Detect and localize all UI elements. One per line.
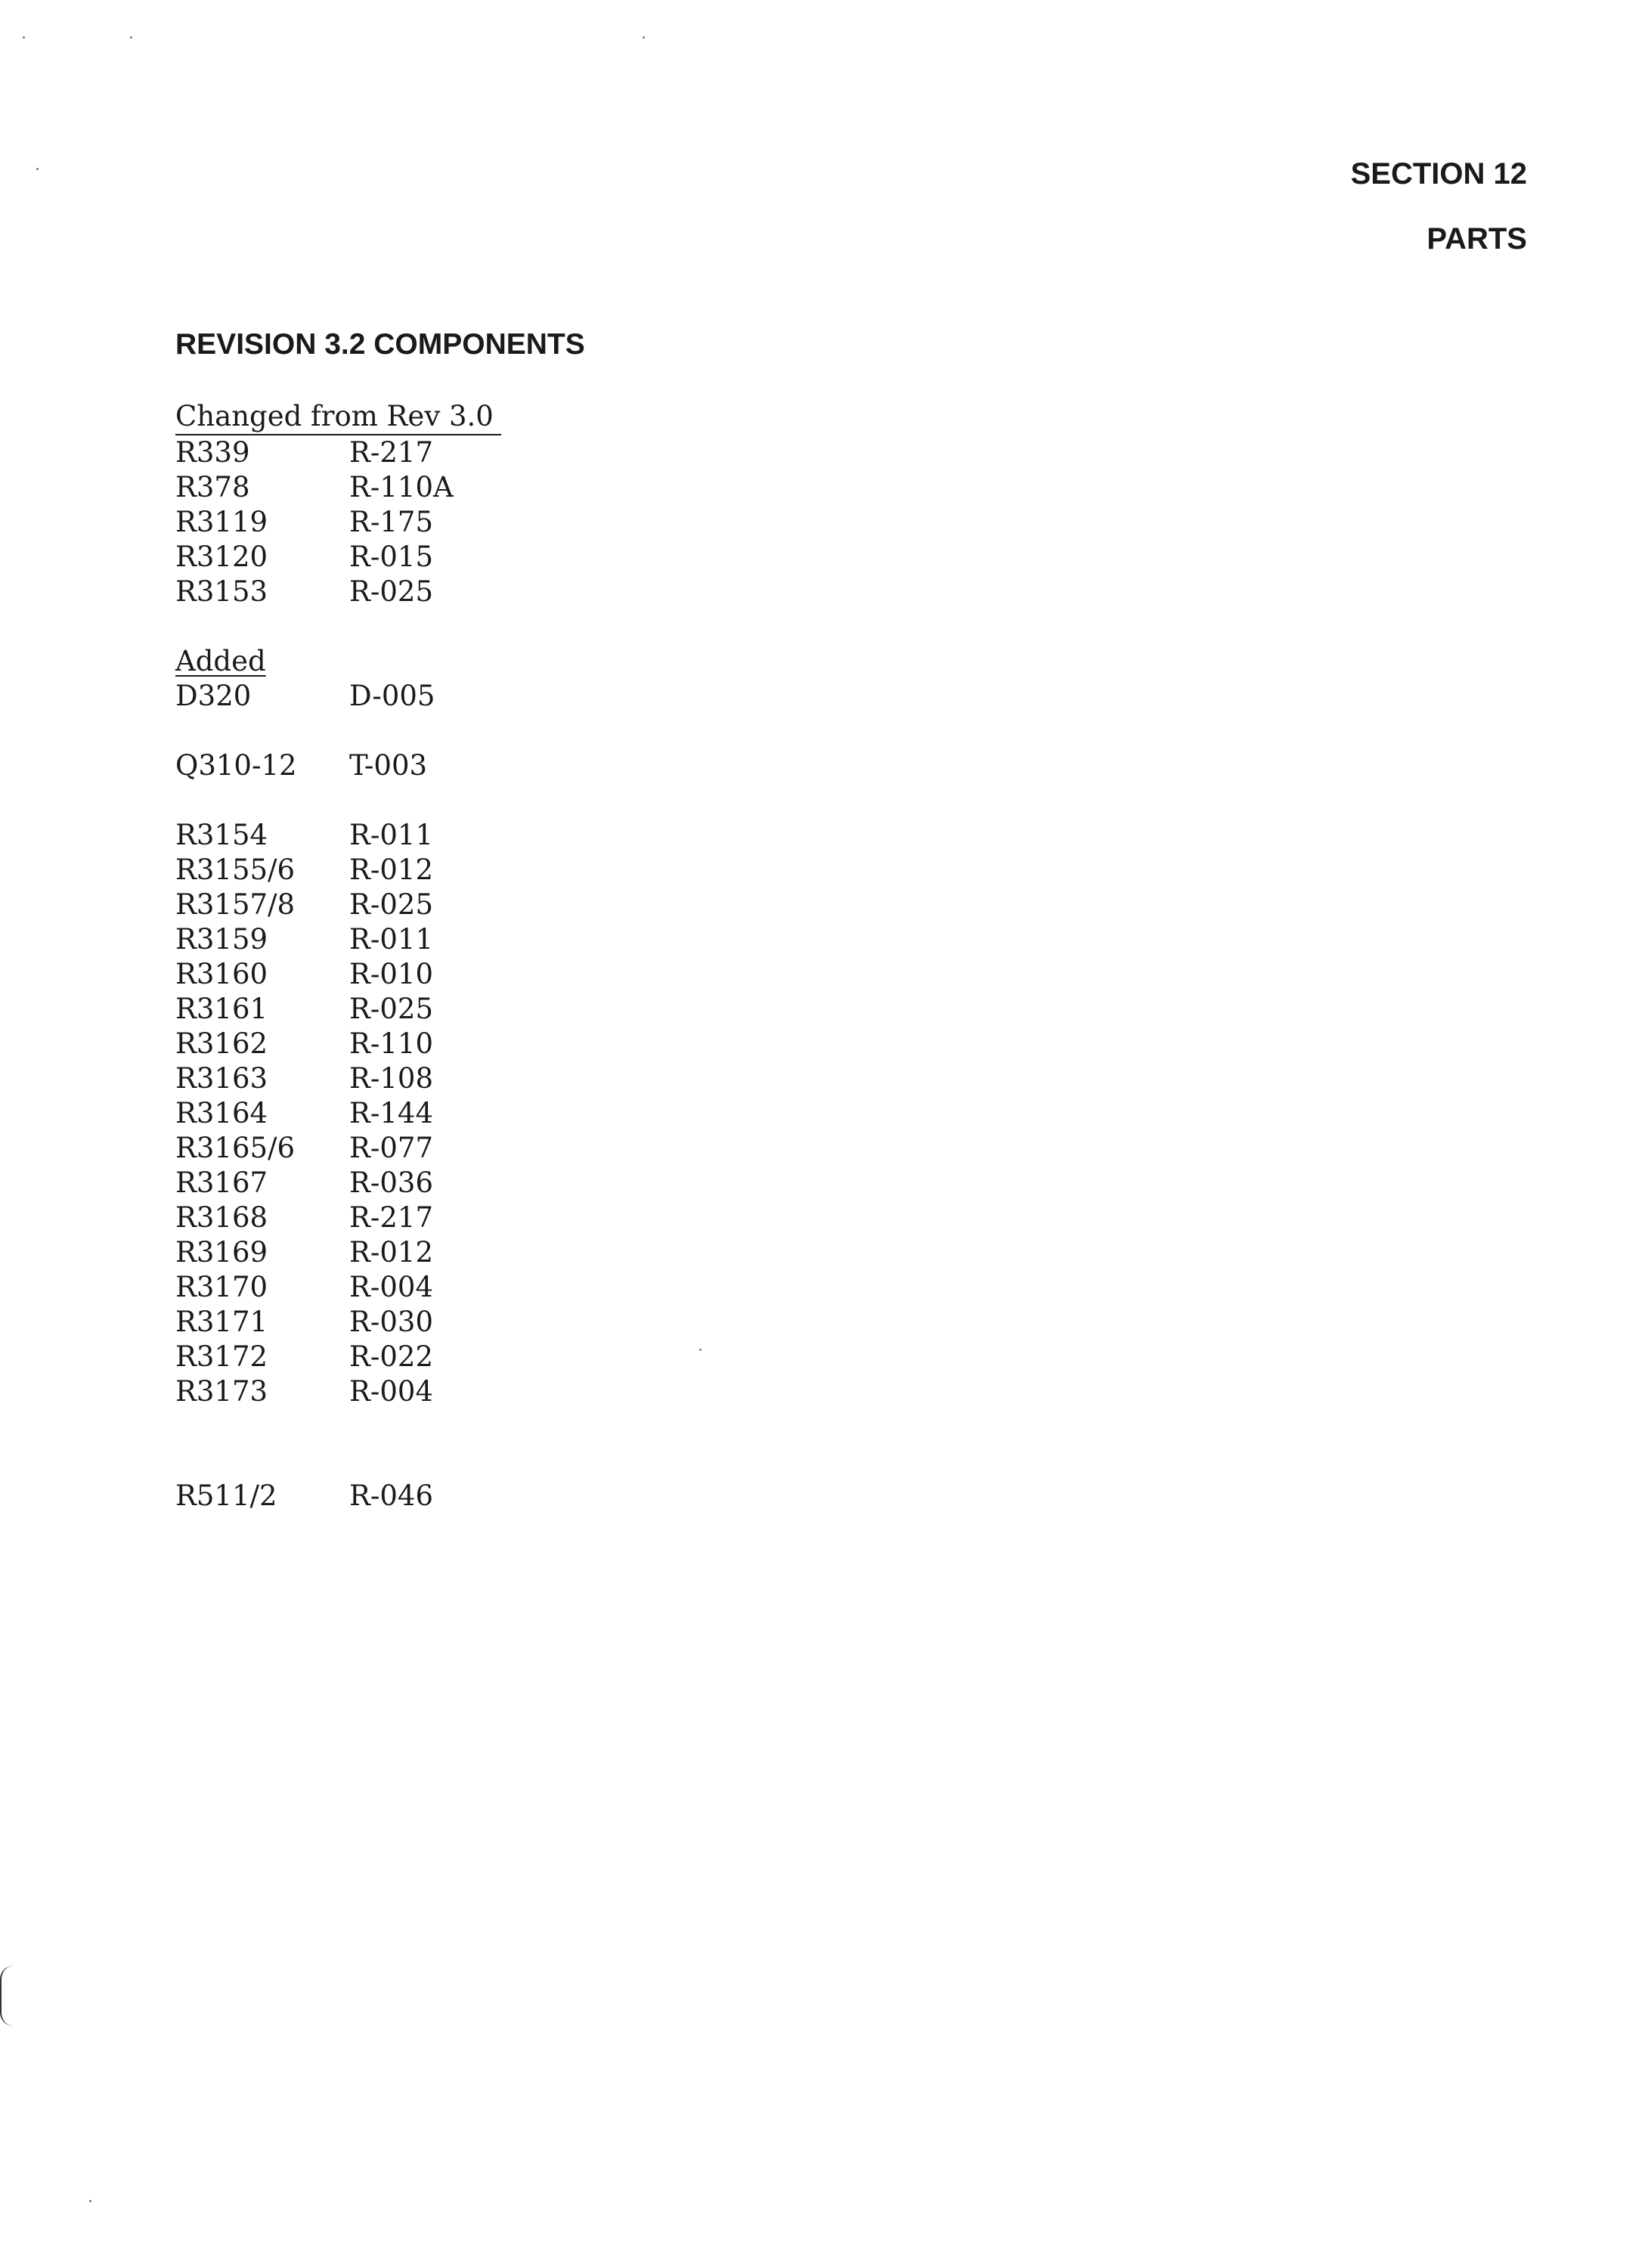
added-group-2 <box>175 748 501 783</box>
reference-designator: R3172 <box>175 1340 268 1373</box>
part-row <box>175 470 501 505</box>
section-number: SECTION 12 <box>1350 157 1527 191</box>
reference-designator: R3153 <box>175 575 268 608</box>
part-number: R-025 <box>349 888 433 921</box>
added-group-3 <box>175 818 501 1409</box>
part-row <box>175 679 501 714</box>
part-number: R-010 <box>349 958 433 990</box>
part-number: R-144 <box>349 1097 433 1129</box>
part-row <box>175 1479 501 1514</box>
part-number: R-015 <box>349 541 433 573</box>
part-row <box>175 818 501 853</box>
reference-designator: R3171 <box>175 1306 268 1338</box>
part-row <box>175 748 501 783</box>
part-row <box>175 1374 501 1409</box>
part-row <box>175 575 501 609</box>
reference-designator: R3120 <box>175 541 268 573</box>
part-number: R-036 <box>349 1167 433 1199</box>
part-row <box>175 853 501 888</box>
part-row <box>175 922 501 957</box>
reference-designator: R3173 <box>175 1375 268 1408</box>
reference-designator: R3169 <box>175 1236 268 1269</box>
scan-speck <box>23 36 25 39</box>
reference-designator: R3159 <box>175 923 268 956</box>
part-row <box>175 1305 501 1340</box>
scan-speck <box>130 36 132 39</box>
part-row <box>175 435 501 470</box>
part-number: R-004 <box>349 1271 433 1303</box>
part-number: R-012 <box>349 1236 433 1269</box>
scan-speck <box>643 36 645 39</box>
part-number: R-011 <box>349 923 433 956</box>
part-row <box>175 1096 501 1131</box>
part-number: R-217 <box>349 436 433 469</box>
reference-designator: R3167 <box>175 1167 268 1199</box>
reference-designator: R3119 <box>175 506 268 538</box>
reference-designator: R3161 <box>175 993 268 1025</box>
reference-designator: Q310-12 <box>175 749 297 782</box>
parts-list <box>175 399 501 1514</box>
spacer <box>175 714 501 748</box>
document-title: REVISION 3.2 COMPONENTS <box>175 328 585 361</box>
spacer <box>175 1409 501 1479</box>
part-number: R-004 <box>349 1375 433 1408</box>
changed-heading: Changed from Rev 3.0 <box>175 399 501 435</box>
spacer <box>175 609 501 644</box>
part-number: R-175 <box>349 506 433 538</box>
reference-designator: R3157/8 <box>175 888 296 921</box>
part-number: T-003 <box>349 749 428 782</box>
reference-designator: R3160 <box>175 958 268 990</box>
part-number: R-110 <box>349 1027 433 1060</box>
part-row <box>175 1131 501 1166</box>
reference-designator: R3164 <box>175 1097 268 1129</box>
changed-rows <box>175 435 501 609</box>
reference-designator: R3170 <box>175 1271 268 1303</box>
part-number: R-217 <box>349 1201 433 1234</box>
reference-designator: R339 <box>175 436 250 469</box>
added-group-1 <box>175 679 501 714</box>
part-number: R-011 <box>349 819 433 851</box>
part-row <box>175 505 501 540</box>
reference-designator: R3162 <box>175 1027 268 1060</box>
scan-speck <box>699 1349 702 1351</box>
reference-designator: R511/2 <box>175 1479 277 1512</box>
part-number: R-012 <box>349 854 433 886</box>
reference-designator: R3168 <box>175 1201 268 1234</box>
part-row <box>175 1027 501 1061</box>
binding-mark <box>0 1966 14 2026</box>
part-row <box>175 1061 501 1096</box>
part-row <box>175 1235 501 1270</box>
part-row <box>175 1340 501 1374</box>
part-number: R-022 <box>349 1340 433 1373</box>
part-number: R-108 <box>349 1062 433 1095</box>
part-row <box>175 1166 501 1201</box>
part-number: R-110A <box>349 471 454 503</box>
added-heading: Added <box>175 645 266 677</box>
reference-designator: R3155/6 <box>175 854 296 886</box>
part-row <box>175 957 501 992</box>
spacer <box>175 783 501 818</box>
part-row <box>175 1270 501 1305</box>
reference-designator: R3165/6 <box>175 1132 296 1164</box>
reference-designator: R3163 <box>175 1062 268 1095</box>
part-row <box>175 540 501 575</box>
added-group-4 <box>175 1479 501 1514</box>
part-row <box>175 1201 501 1235</box>
section-title: PARTS <box>1427 222 1527 256</box>
part-number: R-025 <box>349 575 433 608</box>
part-number: R-030 <box>349 1306 433 1338</box>
reference-designator: R378 <box>175 471 250 503</box>
part-number: R-077 <box>349 1132 433 1164</box>
part-number: R-025 <box>349 993 433 1025</box>
page-header <box>1351 159 1527 289</box>
part-number: R-046 <box>349 1479 433 1512</box>
reference-designator: D320 <box>175 680 252 712</box>
part-row <box>175 888 501 922</box>
scan-speck <box>89 2200 91 2202</box>
part-number: D-005 <box>349 680 435 712</box>
scan-speck <box>36 168 39 170</box>
part-row <box>175 992 501 1027</box>
reference-designator: R3154 <box>175 819 268 851</box>
